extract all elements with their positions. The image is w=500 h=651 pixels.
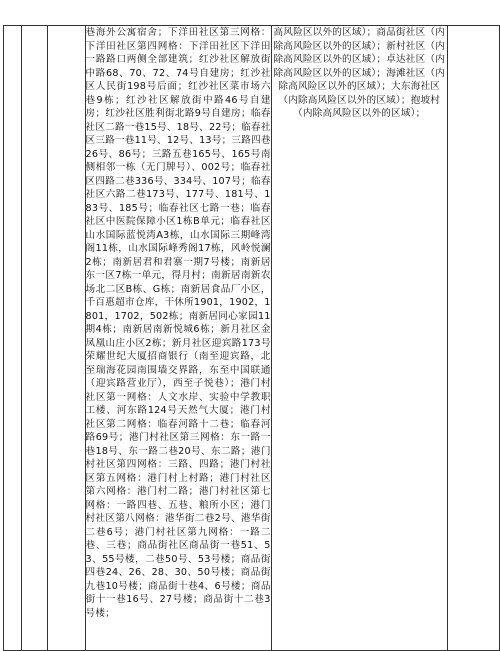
table-cell-exclusions xyxy=(271,26,447,651)
areas-text: 巷海外公寓宿舍；下洋田社区第三网格：下洋田社区第四网格：下洋田社区下洋田一路路口两侧全部建筑；红沙社区解放街中路68、70、72、74号自建房；红沙社区人民街198号后面；红沙社区菜市场六巷9栋；红沙社区解放街中路46号自建房；红沙社区胜利街北路9号自建房；临春社区二路一巷15号、18号、22号；临春社区三路一巷11号、12号、13号；三路四巷26号、86号；三路五巷165号、165号南侧相邻一栋（无门牌号）、002号；临春社区四路二巷336号、334号、107号；临春社区六路二巷173号、177号、181号、183号、185号；临春社区七路一巷；临春社区中医院保障小区1栋B单元；临春社区山水国际蓝悦湾A3栋，山水国际三期峰湾阁11栋，山水国际峰秀阁17栋，风岭悦澜2栋；南新居君和君寨一期7号楼；南新居东一区7栋一单元，得月村；南新居南新农场北二区B栋、G栋；南新居食品厂小区，千百惠超市仓库，干休所1901，1902，1801，1702，502栋；南新居同心家园11期4栋；南新居南新悦城6栋；新月社区金凤凰山庄小区2栋；新月社区迎宾路173号荣耀世纪大厦招商银行（南至迎宾路，北至瑞海花园南围墙交界路，东至中国联通（迎宾路营业厅），西至子悦巷）；港门村社区第一网格：人文水岸、实验中学教职工楼、河东路124号天然气大厦；港门村社区第二网格：临春河路十二巷；临春河路69号；港门村社区第三网格：东一路一巷18号、东一路二巷20号、东二路；港门村社区第四网格：三路、四路；港门村社区第五网格：港门村上村路；港门村社区第六网格：港门村二路；港门村社区第七网格：一路四巷、五巷、粮所小区；港门村社区第八网格：港华街二巷2号、港华街二巷6号；港门村社区第九网格：一路二巷、三巷；商品街社区商品街一巷51、53、55号楼，二巷50号、53号楼；商品街四巷24、26、28、30、50号楼；商品街九巷10号楼；商品街十巷4、6号楼；商品街十一巷16号、27号楼；商品街十二巷3号楼； xyxy=(85,27,271,619)
table-cell-category xyxy=(48,26,85,651)
table-cell-notes xyxy=(447,26,499,651)
table-row xyxy=(4,26,500,651)
exclusion-text: 高风险区以外的区域）；商品街社区（内除高风险区以外的区域）；新村社区（内除高风险区以外的区域）；卓达社区（内除高风险区以外的区域）；海滩社区（内除高风险区以外的区域）；大东海社区（内除高风险区以外的区域）；抱坡村（内除高风险区以外的区域）； xyxy=(273,27,445,119)
table-cell-region xyxy=(21,26,48,651)
table-cell-areas xyxy=(85,26,271,651)
table-cell-index xyxy=(4,26,22,651)
risk-area-table xyxy=(3,25,500,651)
